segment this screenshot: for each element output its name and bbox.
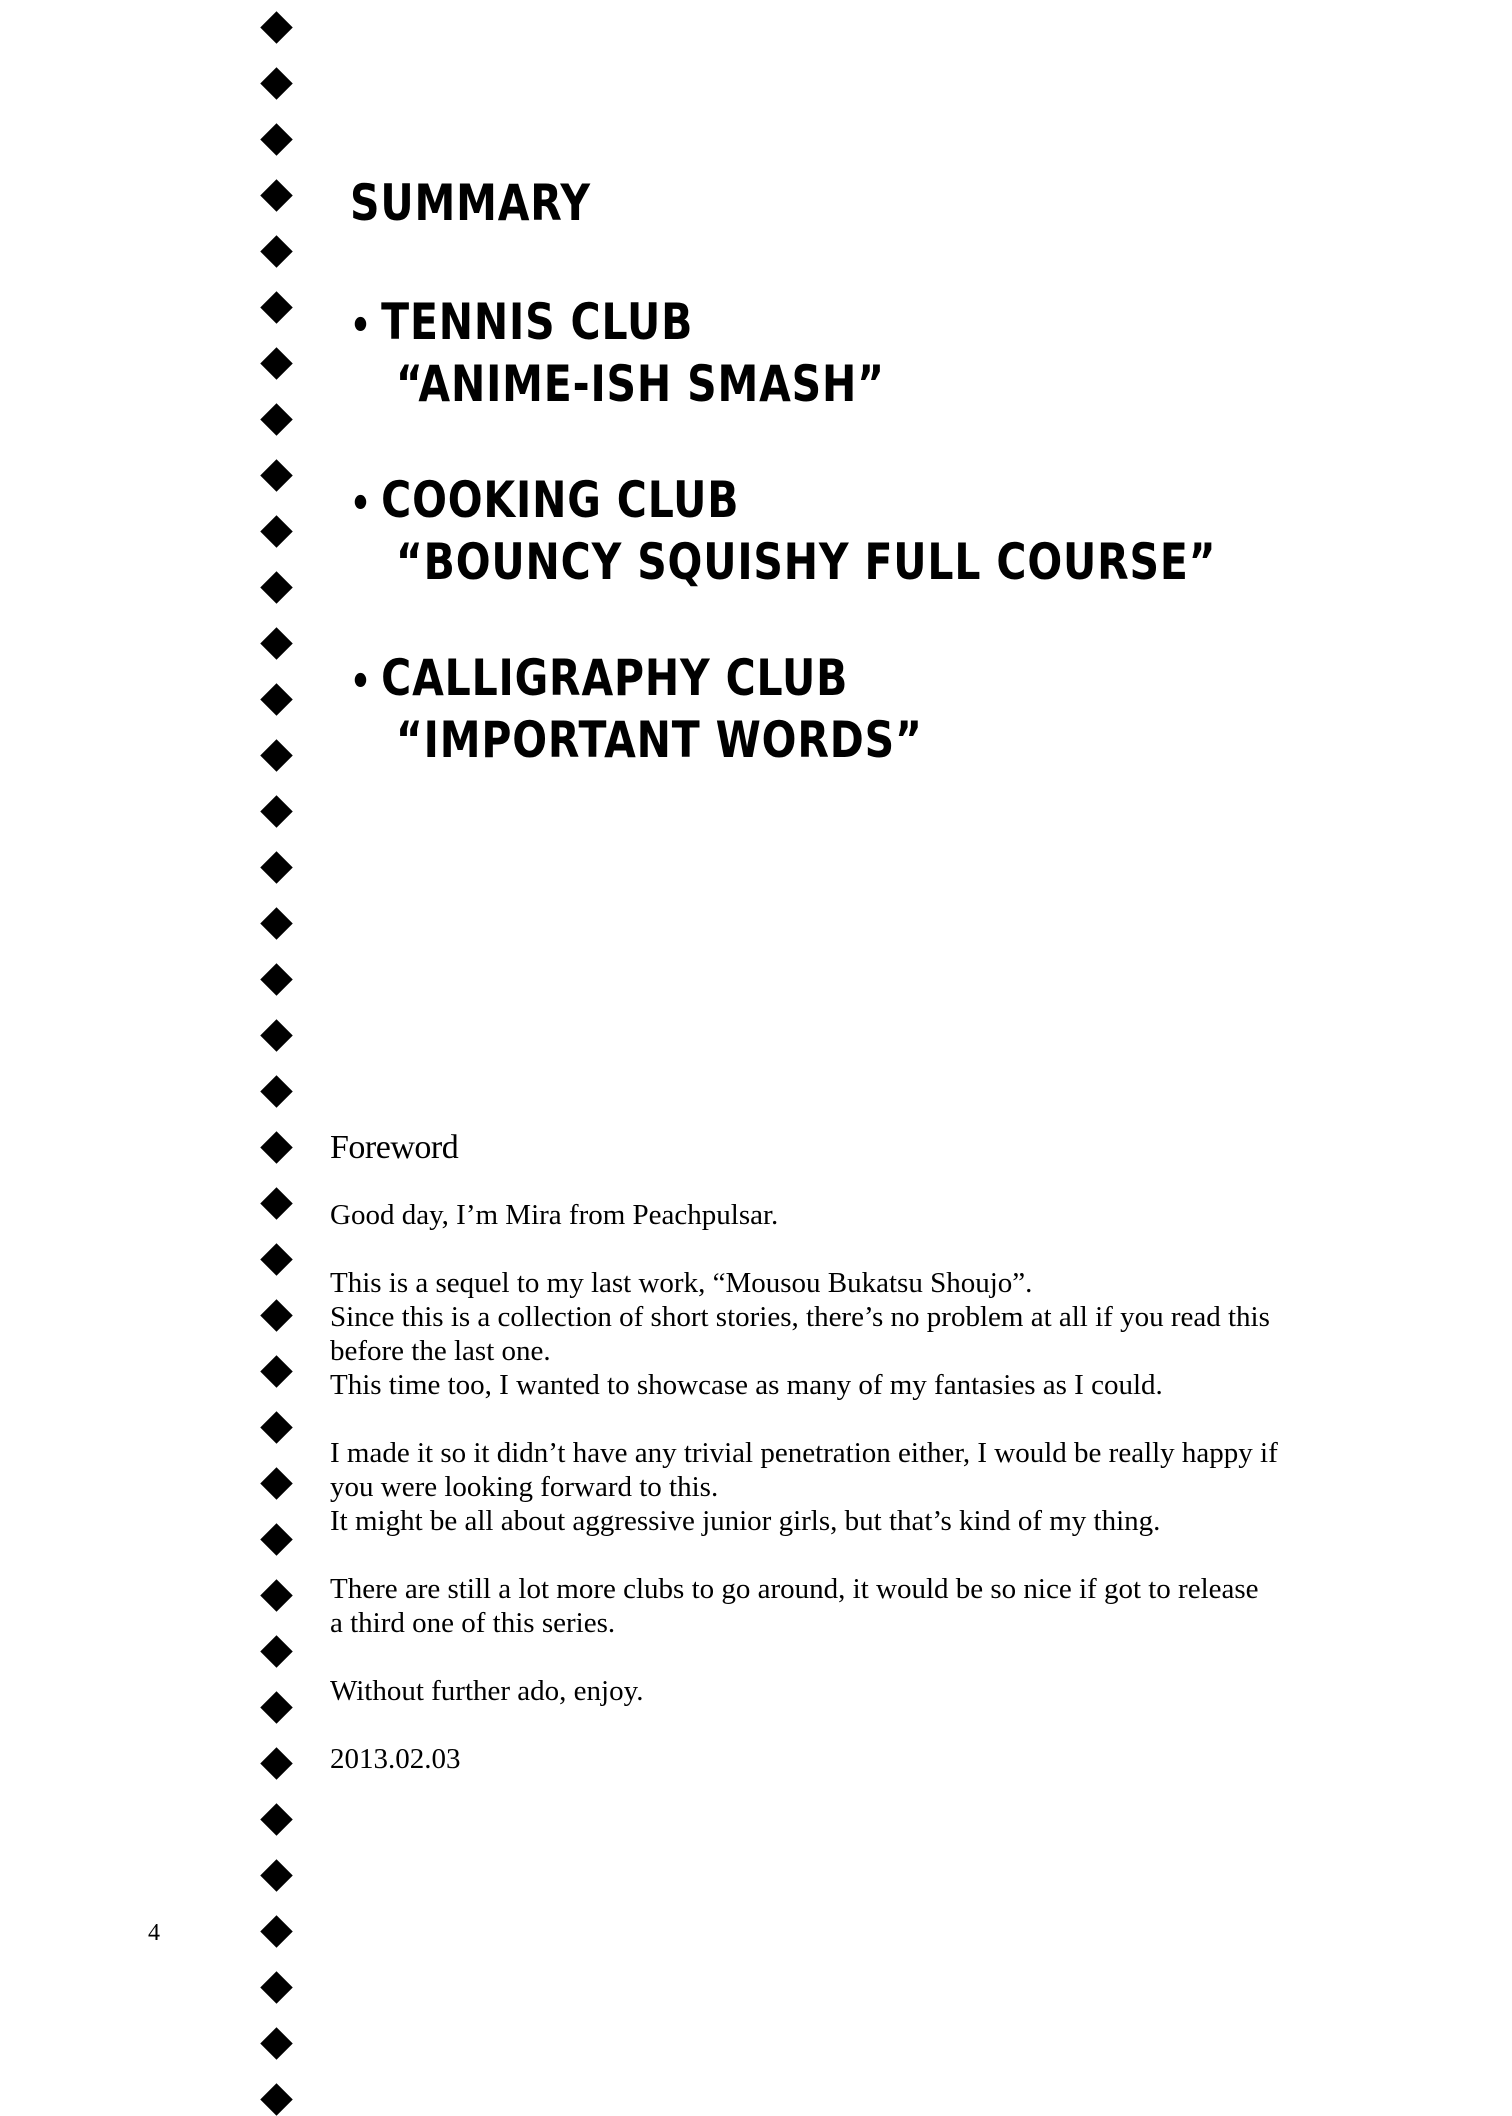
diamond-icon [260,515,293,548]
diamond-icon [260,571,293,604]
foreword-paragraph [330,1198,1330,1232]
text-line: Good day, I’m Mira from Peachpulsar. [330,1199,779,1231]
diamond-icon [260,1579,293,1612]
diamond-icon [260,1131,293,1164]
bullet-icon: • [350,659,372,705]
diamond-icon [260,123,293,156]
diamond-icon [260,2027,293,2060]
diamond-border [259,0,295,2102]
text-line: before the last one. [330,1335,551,1367]
text-line: Since this is a collection of short stories, there’s no problem at all if you read this [330,1301,1270,1333]
club-item [350,649,923,769]
diamond-icon [260,851,293,884]
diamond-icon [260,683,293,716]
text-line: It might be all about aggressive junior girls, but that’s kind of my thing. [330,1505,1161,1537]
foreword-date [330,1742,1330,1776]
diamond-icon [260,1299,293,1332]
diamond-icon [260,347,293,380]
club-story-title: “IMPORTANT WORDS” [395,711,923,769]
club-item [350,293,885,413]
diamond-icon [260,1019,293,1052]
diamond-icon [260,459,293,492]
diamond-icon [260,1411,293,1444]
diamond-icon [260,291,293,324]
summary-title: SUMMARY [350,174,591,232]
diamond-icon [260,963,293,996]
diamond-icon [260,1915,293,1948]
diamond-icon [260,1747,293,1780]
foreword-paragraph [330,1266,1330,1402]
diamond-icon [260,1691,293,1724]
diamond-icon [260,235,293,268]
diamond-icon [260,1859,293,1892]
foreword-paragraph [330,1436,1330,1538]
text-line: you were looking forward to this. [330,1471,719,1503]
text-line: This time too, I wanted to showcase as many of my fantasies as I could. [330,1369,1163,1401]
club-name: • TENNIS CLUB [350,293,885,355]
club-story-title: “ANIME-ISH SMASH” [395,355,885,413]
diamond-icon [260,795,293,828]
text-line: a third one of this series. [330,1607,616,1639]
foreword-paragraph [330,1572,1330,1640]
page-number: 4 [148,1920,160,1946]
diamond-icon [260,1187,293,1220]
diamond-icon [260,403,293,436]
club-name: • COOKING CLUB [350,471,1216,533]
diamond-icon [260,1243,293,1276]
diamond-icon [260,67,293,100]
club-name: • CALLIGRAPHY CLUB [350,649,923,711]
foreword-title: Foreword [330,1129,459,1166]
text-line: This is a sequel to my last work, “Mousou Bukatsu Shoujo”. [330,1267,1033,1299]
text-line: There are still a lot more clubs to go around, it would be so nice if got to release [330,1573,1259,1605]
diamond-icon [260,179,293,212]
diamond-icon [260,2083,293,2116]
diamond-icon [260,1075,293,1108]
foreword-paragraph [330,1674,1330,1708]
diamond-icon [260,739,293,772]
club-story-title: “BOUNCY SQUISHY FULL COURSE” [395,533,1217,591]
foreword-section [330,1128,1330,1810]
text-line: 2013.02.03 [330,1743,461,1775]
club-item [350,471,1216,591]
diamond-icon [260,1355,293,1388]
bullet-icon: • [350,481,372,527]
diamond-icon [260,1803,293,1836]
text-line: Without further ado, enjoy. [330,1675,644,1707]
text-line: I made it so it didn’t have any trivial penetration either, I would be really happy if [330,1437,1278,1469]
bullet-icon: • [350,303,372,349]
diamond-icon [260,11,293,44]
diamond-icon [260,1971,293,2004]
diamond-icon [260,1467,293,1500]
diamond-icon [260,1635,293,1668]
diamond-icon [260,907,293,940]
diamond-icon [260,1523,293,1556]
diamond-icon [260,627,293,660]
